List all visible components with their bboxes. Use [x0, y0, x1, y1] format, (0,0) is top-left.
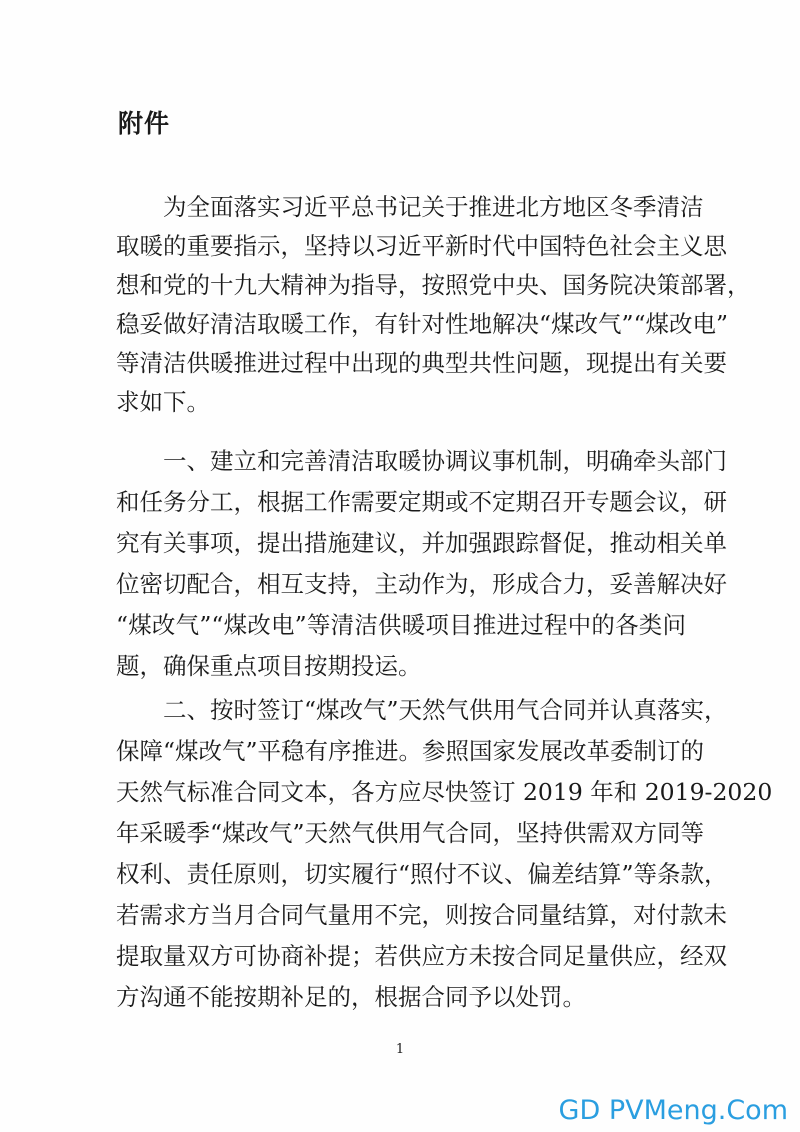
paragraph-2-line-3: 究有关事项，提出措施建议，并加强跟踪督促，推动相关单 — [116, 529, 727, 557]
paragraph-1-line-3: 想和党的十九大精神为指导，按照党中央、国务院决策部署， — [116, 271, 751, 299]
paragraph-3-line-2: 保障“煤改气”平稳有序推进。参照国家发展改革委制订的 — [116, 737, 705, 765]
paragraph-2-line-6: 题，确保重点项目按期投运。 — [116, 652, 422, 680]
paragraph-2-line-2: 和任务分工，根据工作需要定期或不定期召开专题会议，研 — [116, 488, 727, 516]
paragraph-1-line-5: 等清洁供暖推进过程中出现的典型共性问题，现提出有关要 — [116, 349, 727, 377]
paragraph-3-line-1: 二、按时签订“煤改气”天然气供用气合同并认真落实， — [163, 696, 728, 724]
attachment-heading: 附件 — [118, 109, 171, 138]
paragraph-3-line-8: 方沟通不能按期补足的，根据合同予以处罚。 — [116, 983, 586, 1011]
paragraph-1-line-1: 为全面落实习近平总书记关于推进北方地区冬季清洁 — [163, 193, 704, 221]
page-number: 1 — [395, 1042, 405, 1057]
paragraph-3-line-4: 年采暖季“煤改气”天然气供用气合同，坚持供需双方同等 — [116, 819, 705, 847]
paragraph-3-line-7: 提取量双方可协商补提；若供应方未按合同足量供应，经双 — [116, 942, 727, 970]
paragraph-3-line-6: 若需求方当月合同气量用不完，则按合同量结算，对付款未 — [116, 901, 727, 929]
site-watermark: GD PVMeng.Com — [558, 1095, 788, 1126]
paragraph-2-line-1: 一、建立和完善清洁取暖协调议事机制，明确牵头部门 — [163, 447, 727, 475]
paragraph-3-line-3: 天然气标准合同文本，各方应尽快签订 2019 年和 2019-2020 — [116, 778, 773, 806]
paragraph-2-line-4: 位密切配合，相互支持，主动作为，形成合力，妥善解决好 — [116, 570, 727, 598]
paragraph-1-line-4: 稳妥做好清洁取暖工作，有针对性地解决“煤改气”“煤改电” — [116, 310, 729, 338]
paragraph-2-line-5: “煤改气”“煤改电”等清洁供暖项目推进过程中的各类问 — [116, 611, 686, 639]
paragraph-1-line-6: 求如下。 — [116, 388, 210, 416]
paragraph-3-line-5: 权利、责任原则，切实履行“照付不议、偏差结算”等条款， — [116, 860, 728, 888]
paragraph-1-line-2: 取暖的重要指示，坚持以习近平新时代中国特色社会主义思 — [116, 232, 727, 260]
